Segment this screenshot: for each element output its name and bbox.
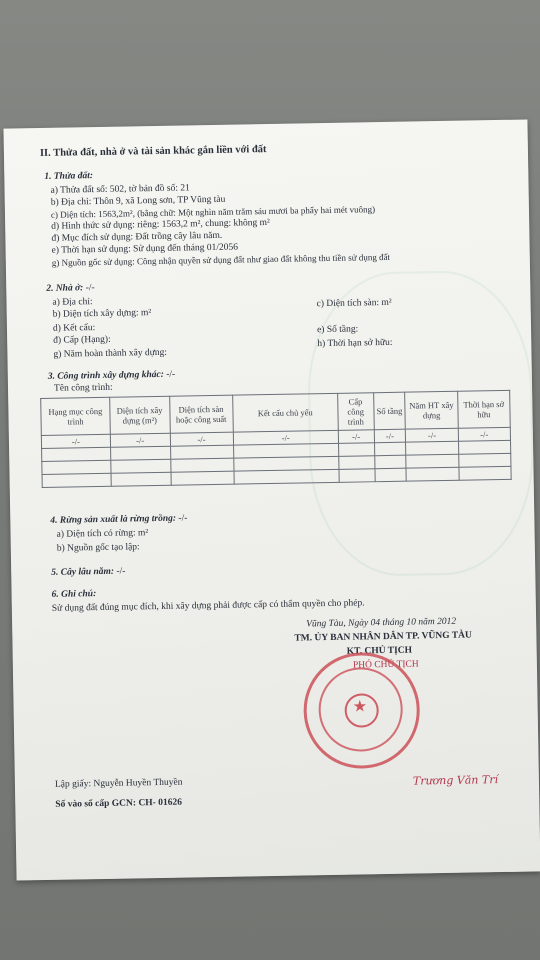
table-cell: -/- [110, 433, 170, 447]
signing-org: TM. ỦY BAN NHÂN DÂN TP. VŨNG TÀU [294, 630, 472, 644]
forest-heading-line [50, 513, 187, 526]
house-grade: đ) Cấp (Hạng): [53, 334, 111, 346]
land-usage-form: d) Hình thức sử dụng: riêng: 1563,2 m², chung: không m² [51, 217, 270, 232]
col-structure: Kết cấu chủ yếu [232, 393, 338, 432]
house-ownership-term: h) Thời hạn sở hữu: [317, 337, 393, 350]
seal-star-icon: ★ [352, 698, 368, 716]
table-cell: -/- [170, 432, 233, 446]
construction-heading-suffix: -/- [163, 369, 176, 380]
house-floors: e) Số tầng: [316, 324, 359, 336]
certificate-number: Số vào sổ cấp GCN: CH- 01626 [55, 797, 183, 810]
land-term: e) Thời hạn sử dụng: Sử dụng đến tháng 01/2056 [51, 242, 239, 256]
forest-area: a) Diện tích có rừng: m² [56, 528, 149, 540]
land-parcel: a) Thửa đất số: 502, tờ bản đồ số: 21 [50, 183, 190, 196]
land-purpose: đ) Mục đích sử dụng: Đất trồng cây lâu năm. [51, 230, 223, 244]
col-term: Thời hạn sở hữu [457, 390, 510, 428]
perennial-heading: 5. Cây lâu năm: [51, 566, 115, 578]
col-floors: Số tầng [373, 392, 406, 430]
table-cell: -/- [406, 428, 459, 442]
construction-heading: 3. Công trình xây dựng khác: [47, 369, 164, 382]
house-heading-suffix: -/- [83, 283, 95, 294]
perennial-heading-line [51, 567, 125, 579]
table-cell: -/- [41, 434, 110, 448]
notes-heading: 6. Ghi chú: [51, 589, 97, 600]
house-structure: d) Kết cấu: [52, 323, 96, 334]
land-origin: g) Nguồn gốc sử dụng: Công nhận quyền sử dụng đất như giao đất không thu tiền sử dụng đất [51, 251, 391, 268]
date-line: Vũng Tàu, Ngày 04 tháng 10 năm 2012 [306, 616, 457, 630]
table-cell: -/- [338, 430, 374, 444]
table-cell: -/- [458, 427, 510, 441]
construction-heading-line [48, 370, 176, 383]
house-build-area: b) Diện tích xây dựng: m² [52, 308, 152, 320]
section-title: II. Thửa đất, nhà ở và tài sản khác gắn liền với đất [39, 144, 267, 159]
house-heading: 2. Nhà ở: [46, 283, 84, 294]
house-address: a) Địa chỉ: [52, 297, 93, 308]
certificate-page [3, 119, 540, 880]
signing-position: PHÓ CHỦ TỊCH [352, 659, 419, 671]
col-grade: Cấp công trình [337, 393, 373, 431]
construction-table [40, 390, 511, 488]
prepared-by: Lập giấy: Nguyễn Huyền Thuyền [54, 777, 183, 790]
land-address: b) Địa chỉ: Thôn 9, xã Long sơn, TP Vũng tàu [50, 194, 226, 208]
forest-heading: 4. Rừng sản xuất là rừng trồng: [50, 513, 177, 526]
house-heading-line [46, 283, 95, 295]
notes-text: Sử dụng đất đúng mục đích, khi xây dựng phải được cấp có thẩm quyền cho phép. [51, 598, 365, 614]
construction-name: Tên công trình: [53, 382, 113, 394]
signer-signature: Trương Văn Trí [412, 773, 499, 788]
house-floor-area: c) Diện tích sàn: m² [316, 297, 392, 310]
perennial-heading-suffix: -/- [113, 566, 126, 577]
table-cell: -/- [233, 430, 338, 445]
col-item: Hạng mục công trình [41, 397, 111, 435]
forest-heading-suffix: -/- [175, 513, 188, 524]
signing-kt: KT. CHỦ TỊCH [346, 645, 413, 657]
forest-origin: b) Nguồn gốc tạo lập: [56, 542, 140, 554]
official-seal [303, 651, 421, 769]
col-floor-area: Diện tích sàn hoặc công suất [169, 395, 233, 433]
house-completion-year: g) Năm hoàn thành xây dựng: [53, 347, 168, 360]
land-area: c) Diện tích: 1563,2m², (bằng chữ: Một nghìn năm trăm sáu mươi ba phẩy hai mét vuông) [50, 204, 376, 220]
land-heading: 1. Thửa đất: [44, 171, 94, 182]
table-cell: -/- [374, 429, 406, 443]
col-year: Năm HT xây dựng [405, 391, 458, 429]
col-build-area: Diện tích xây dựng (m²) [110, 396, 170, 434]
